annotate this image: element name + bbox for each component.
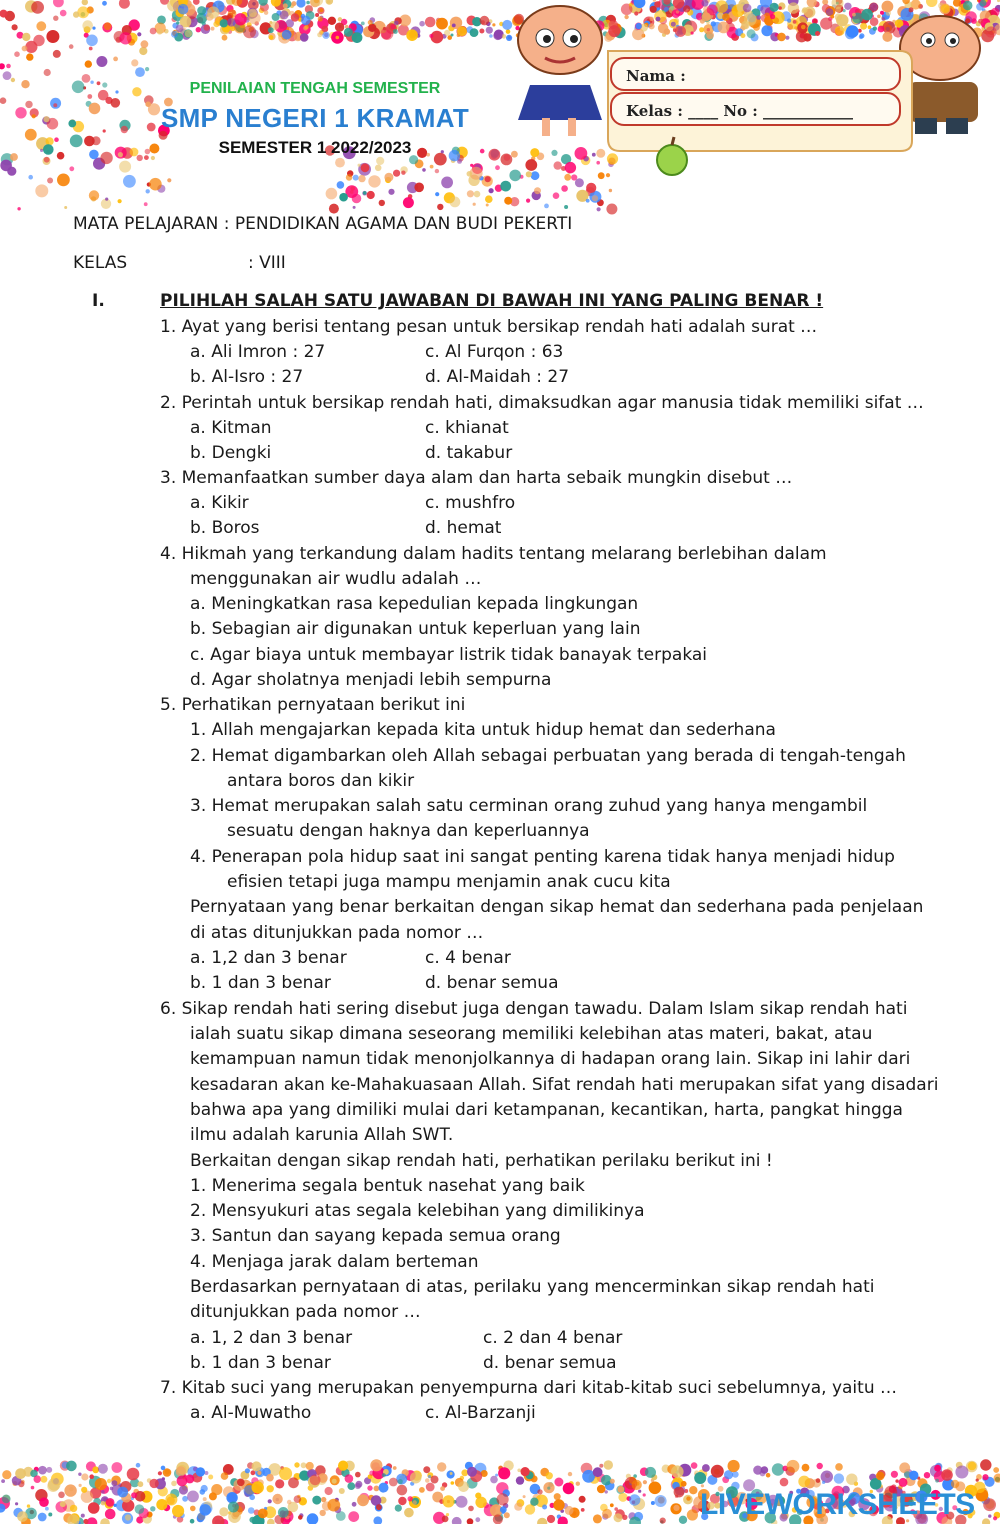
question-line: b. Boros: [190, 518, 260, 538]
question-line: bahwa apa yang dimiliki mulai dari ketampanan, kecantikan, harta, pangkat hingga: [190, 1100, 903, 1120]
question-line: ditunjukkan pada nomor …: [190, 1302, 421, 1322]
question-line: a. Meningkatkan rasa kepedulian kepada lingkungan: [190, 594, 639, 614]
question-line: antara boros dan kikir: [227, 771, 415, 791]
question-line: b. Al-Isro : 27: [190, 367, 304, 387]
brand-text: LIVEWORKSHEETS: [700, 1488, 975, 1521]
question-line: d. takabur: [425, 443, 513, 463]
question-line: c. Al Furqon : 63: [425, 342, 564, 362]
question-line: sesuatu dengan haknya dan keperluannya: [227, 821, 590, 841]
question-line: a. 1,2 dan 3 benar: [190, 948, 347, 968]
question-line: c. Al-Barzanji: [425, 1403, 536, 1423]
liveworksheets-logo: [700, 1488, 975, 1522]
question-line: Pernyataan yang benar berkaitan dengan sikap hemat dan sederhana pada penjelaan: [190, 897, 924, 917]
question-line: 1. Menerima segala bentuk nasehat yang baik: [190, 1176, 585, 1196]
question-line: 5. Perhatikan pernyataan berikut ini: [160, 695, 466, 715]
question-line: kemampuan namun tidak menonjolkannya di hadapan orang lain. Sikap ini lahir dari: [190, 1049, 911, 1069]
question-line: c. 4 benar: [425, 948, 511, 968]
question-line: c. mushfro: [425, 493, 516, 513]
question-line: d. hemat: [425, 518, 502, 538]
question-line: b. Sebagian air digunakan untuk keperluan yang lain: [190, 619, 641, 639]
question-line: 2. Hemat digambarkan oleh Allah sebagai perbuatan yang berada di tengah-tengah: [190, 746, 906, 766]
class-value: : VIII: [248, 253, 286, 273]
question-line: 7. Kitab suci yang merupakan penyempurna dari kitab-kitab suci sebelumnya, yaitu …: [160, 1378, 897, 1398]
question-line: ilmu adalah karunia Allah SWT.: [190, 1125, 454, 1145]
question-line: 3. Memanfaatkan sumber daya alam dan harta sebaik mungkin disebut …: [160, 468, 793, 488]
question-line: a. Al-Muwatho: [190, 1403, 312, 1423]
question-line: 1. Allah mengajarkan kepada kita untuk hidup hemat dan sederhana: [190, 720, 776, 740]
question-line: Berdasarkan pernyataan di atas, perilaku yang mencerminkan sikap rendah hati: [190, 1277, 875, 1297]
question-line: b. 1 dan 3 benar: [190, 973, 331, 993]
nama-label: Nama :: [626, 67, 686, 85]
question-line: a. Kikir: [190, 493, 249, 513]
question-line: d. benar semua: [425, 973, 559, 993]
question-line: d. benar semua: [483, 1353, 617, 1373]
question-line: d. Al-Maidah : 27: [425, 367, 570, 387]
question-line: 6. Sikap rendah hati sering disebut juga dengan tawadu. Dalam Islam sikap rendah hati: [160, 999, 908, 1019]
question-line: b. Dengki: [190, 443, 272, 463]
section-instruction: PILIHLAH SALAH SATU JAWABAN DI BAWAH INI YANG PALING BENAR !: [160, 291, 824, 311]
question-line: kesadaran akan ke-Mahakuasaan Allah. Sifat rendah hati merupakan sifat yang disadari: [190, 1075, 939, 1095]
question-line: Berkaitan dengan sikap rendah hati, perhatikan perilaku berikut ini !: [190, 1151, 773, 1171]
question-line: 3. Santun dan sayang kepada semua orang: [190, 1226, 561, 1246]
question-line: c. Agar biaya untuk membayar listrik tidak banayak terpakai: [190, 645, 708, 665]
question-line: c. 2 dan 4 benar: [483, 1328, 623, 1348]
subject-line: MATA PELAJARAN : PENDIDIKAN AGAMA DAN BUDI PEKERTI: [73, 214, 573, 234]
question-line: efisien tetapi juga mampu menjamin anak cucu kita: [227, 872, 671, 892]
question-line: a. Ali Imron : 27: [190, 342, 326, 362]
section-number: I.: [92, 291, 105, 311]
question-line: 2. Perintah untuk bersikap rendah hati, dimaksudkan agar manusia tidak memiliki sifat …: [160, 393, 924, 413]
question-line: 4. Hikmah yang terkandung dalam hadits tentang melarang berlebihan dalam: [160, 544, 827, 564]
question-line: a. Kitman: [190, 418, 272, 438]
name-field-box: [610, 57, 901, 91]
question-line: 4. Menjaga jarak dalam berteman: [190, 1252, 479, 1272]
question-line: ialah suatu sikap dimana seseorang memiliki kelebihan atas materi, bakat, atau: [190, 1024, 873, 1044]
question-line: menggunakan air wudlu adalah …: [190, 569, 482, 589]
exam-subtitle: PENILAIAN TENGAH SEMESTER: [189, 80, 441, 97]
kelas-no-label: Kelas : ____ No : ____________: [626, 102, 854, 120]
question-line: d. Agar sholatnya menjadi lebih sempurna: [190, 670, 552, 690]
semester-label: SEMESTER 1 2022/2023: [218, 138, 412, 157]
question-line: di atas ditunjukkan pada nomor …: [190, 923, 484, 943]
apple-icon: [650, 135, 700, 180]
question-line: 1. Ayat yang berisi tentang pesan untuk bersikap rendah hati adalah surat …: [160, 317, 818, 337]
question-line: 4. Penerapan pola hidup saat ini sangat penting karena tidak hanya menjadi hidup: [190, 847, 895, 867]
school-name: SMP NEGERI 1 KRAMAT: [160, 103, 470, 133]
question-line: c. khianat: [425, 418, 509, 438]
question-line: b. 1 dan 3 benar: [190, 1353, 331, 1373]
class-key: KELAS: [73, 253, 128, 273]
question-line: 3. Hemat merupakan salah satu cerminan orang zuhud yang hanya mengambil: [190, 796, 868, 816]
kelas-no-field-box: [610, 92, 901, 126]
question-line: 2. Mensyukuri atas segala kelebihan yang dimilikinya: [190, 1201, 645, 1221]
question-line: a. 1, 2 dan 3 benar: [190, 1328, 353, 1348]
